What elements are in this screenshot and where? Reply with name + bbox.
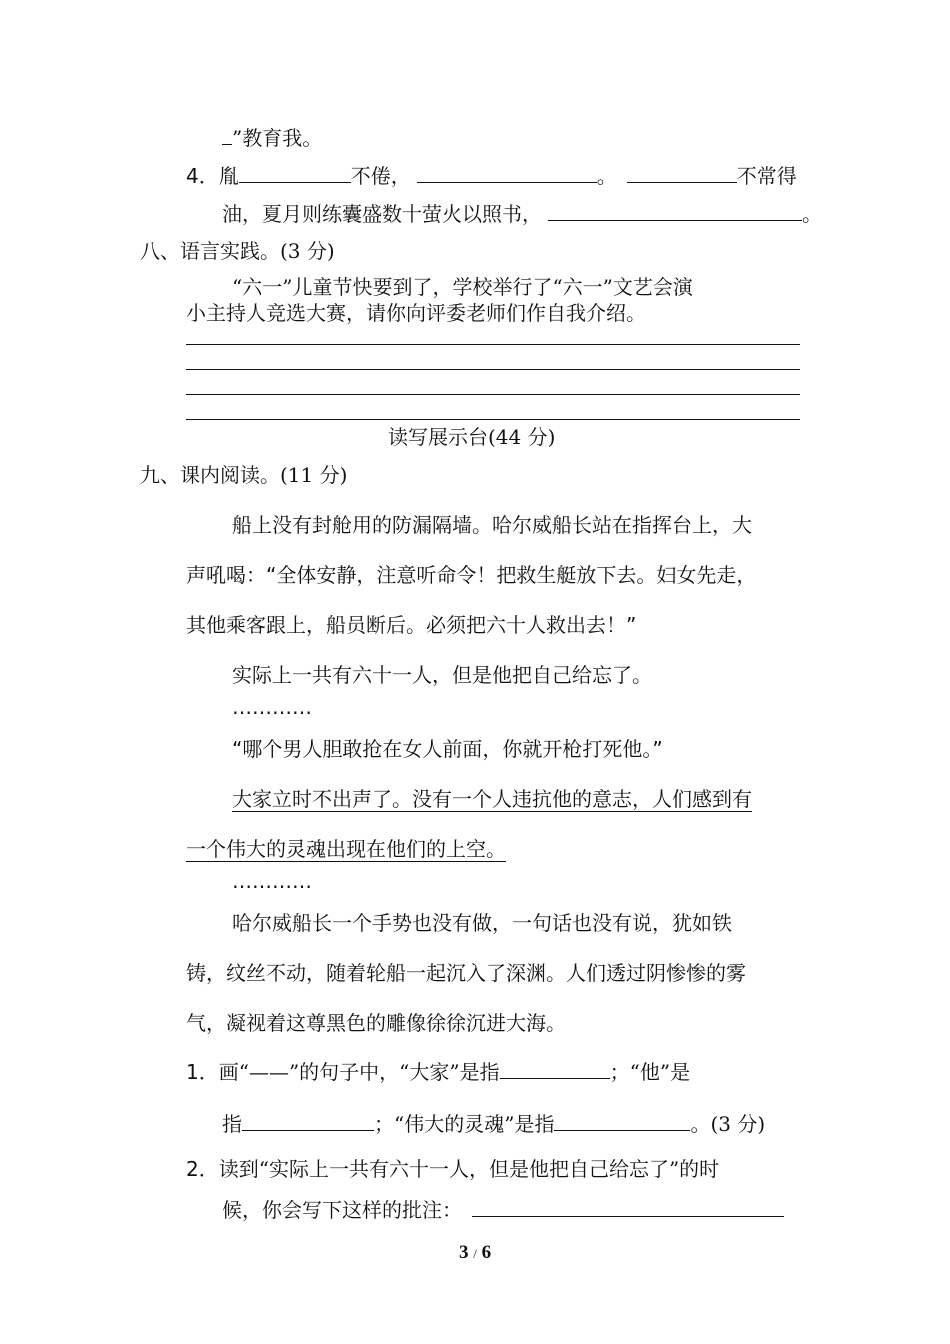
passage-line: 声吼喝：“全体安静，注意听命令！把救生艇放下去。妇女先走， [186, 563, 757, 587]
section-9-title: 九、课内阅读。(11 分) [140, 463, 348, 487]
underlined-sentence: 大家立时不出声了。没有一个人违抗他的意志，人们感到有 [232, 787, 752, 811]
section-8-prompt-1: “六一”儿童节快要到了，学校举行了“六一”文艺会演 [232, 275, 693, 299]
ellipsis: ………… [232, 695, 312, 719]
passage-line: 气，凝视着这尊黑色的雕像徐徐沉进大海。 [186, 1011, 566, 1035]
answer-blank[interactable] [472, 1196, 784, 1217]
answer-blank[interactable] [417, 162, 597, 183]
ellipsis: ………… [232, 869, 312, 893]
question-number: 1． [186, 1060, 219, 1084]
answer-blank[interactable] [627, 162, 737, 183]
question-4-line-2: 油，夏月则练囊盛数十萤火以照书， 。 [222, 202, 822, 226]
section-8-prompt-2: 小主持人竞选大赛，请你向评委老师们作自我介绍。 [186, 301, 646, 325]
passage-line: 船上没有封舱用的防漏隔墙。哈尔威船长站在指挥台上，大 [232, 513, 752, 537]
page-number: 3 / 6 [458, 1242, 492, 1263]
question-4-line-1: 4．胤 不倦， 。 不常得 [186, 164, 797, 188]
passage-line: 哈尔威船长一个手势也没有做，一句话也没有说，犹如铁 [232, 911, 732, 935]
writing-line[interactable] [186, 419, 800, 420]
section-header: 读写展示台(44 分) [388, 425, 556, 449]
question-number: 2． [186, 1157, 219, 1181]
answer-blank[interactable] [239, 162, 351, 183]
writing-line[interactable] [186, 369, 800, 370]
answer-blank[interactable] [500, 1058, 610, 1079]
section-8-title: 八、语言实践。(3 分) [140, 239, 335, 263]
question-2-line-2: 候，你会写下这样的批注： [222, 1196, 784, 1223]
question-2-line-1: 2．读到“实际上一共有六十一人，但是他把自己给忘了”的时 [186, 1157, 720, 1181]
continuation-line: ”教育我。 [222, 124, 322, 151]
passage-line: “哪个男人胆敢抢在女人前面，你就开枪打死他。” [232, 737, 663, 761]
passage-line: 铸，纹丝不动，随着轮船一起沉入了深渊。人们透过阴惨惨的雾 [186, 961, 746, 985]
answer-blank[interactable] [548, 200, 802, 221]
passage-line: 其他乘客跟上，船员断后。必须把六十人救出去！” [186, 613, 637, 637]
writing-line[interactable] [186, 394, 800, 395]
answer-blank[interactable] [242, 1110, 374, 1131]
writing-line[interactable] [186, 344, 800, 345]
underlined-sentence: 一个伟大的灵魂出现在他们的上空。 [186, 837, 506, 861]
question-number: 4． [186, 164, 219, 188]
question-1-line-2: 指 ；“伟大的灵魂”是指 。(3 分) [222, 1112, 766, 1136]
question-1-line-1: 1．画“——”的句子中，“大家”是指 ；“他”是 [186, 1060, 691, 1084]
answer-blank[interactable] [554, 1110, 690, 1131]
answer-blank[interactable] [222, 124, 232, 145]
passage-line: 实际上一共有六十一人，但是他把自己给忘了。 [232, 663, 652, 687]
